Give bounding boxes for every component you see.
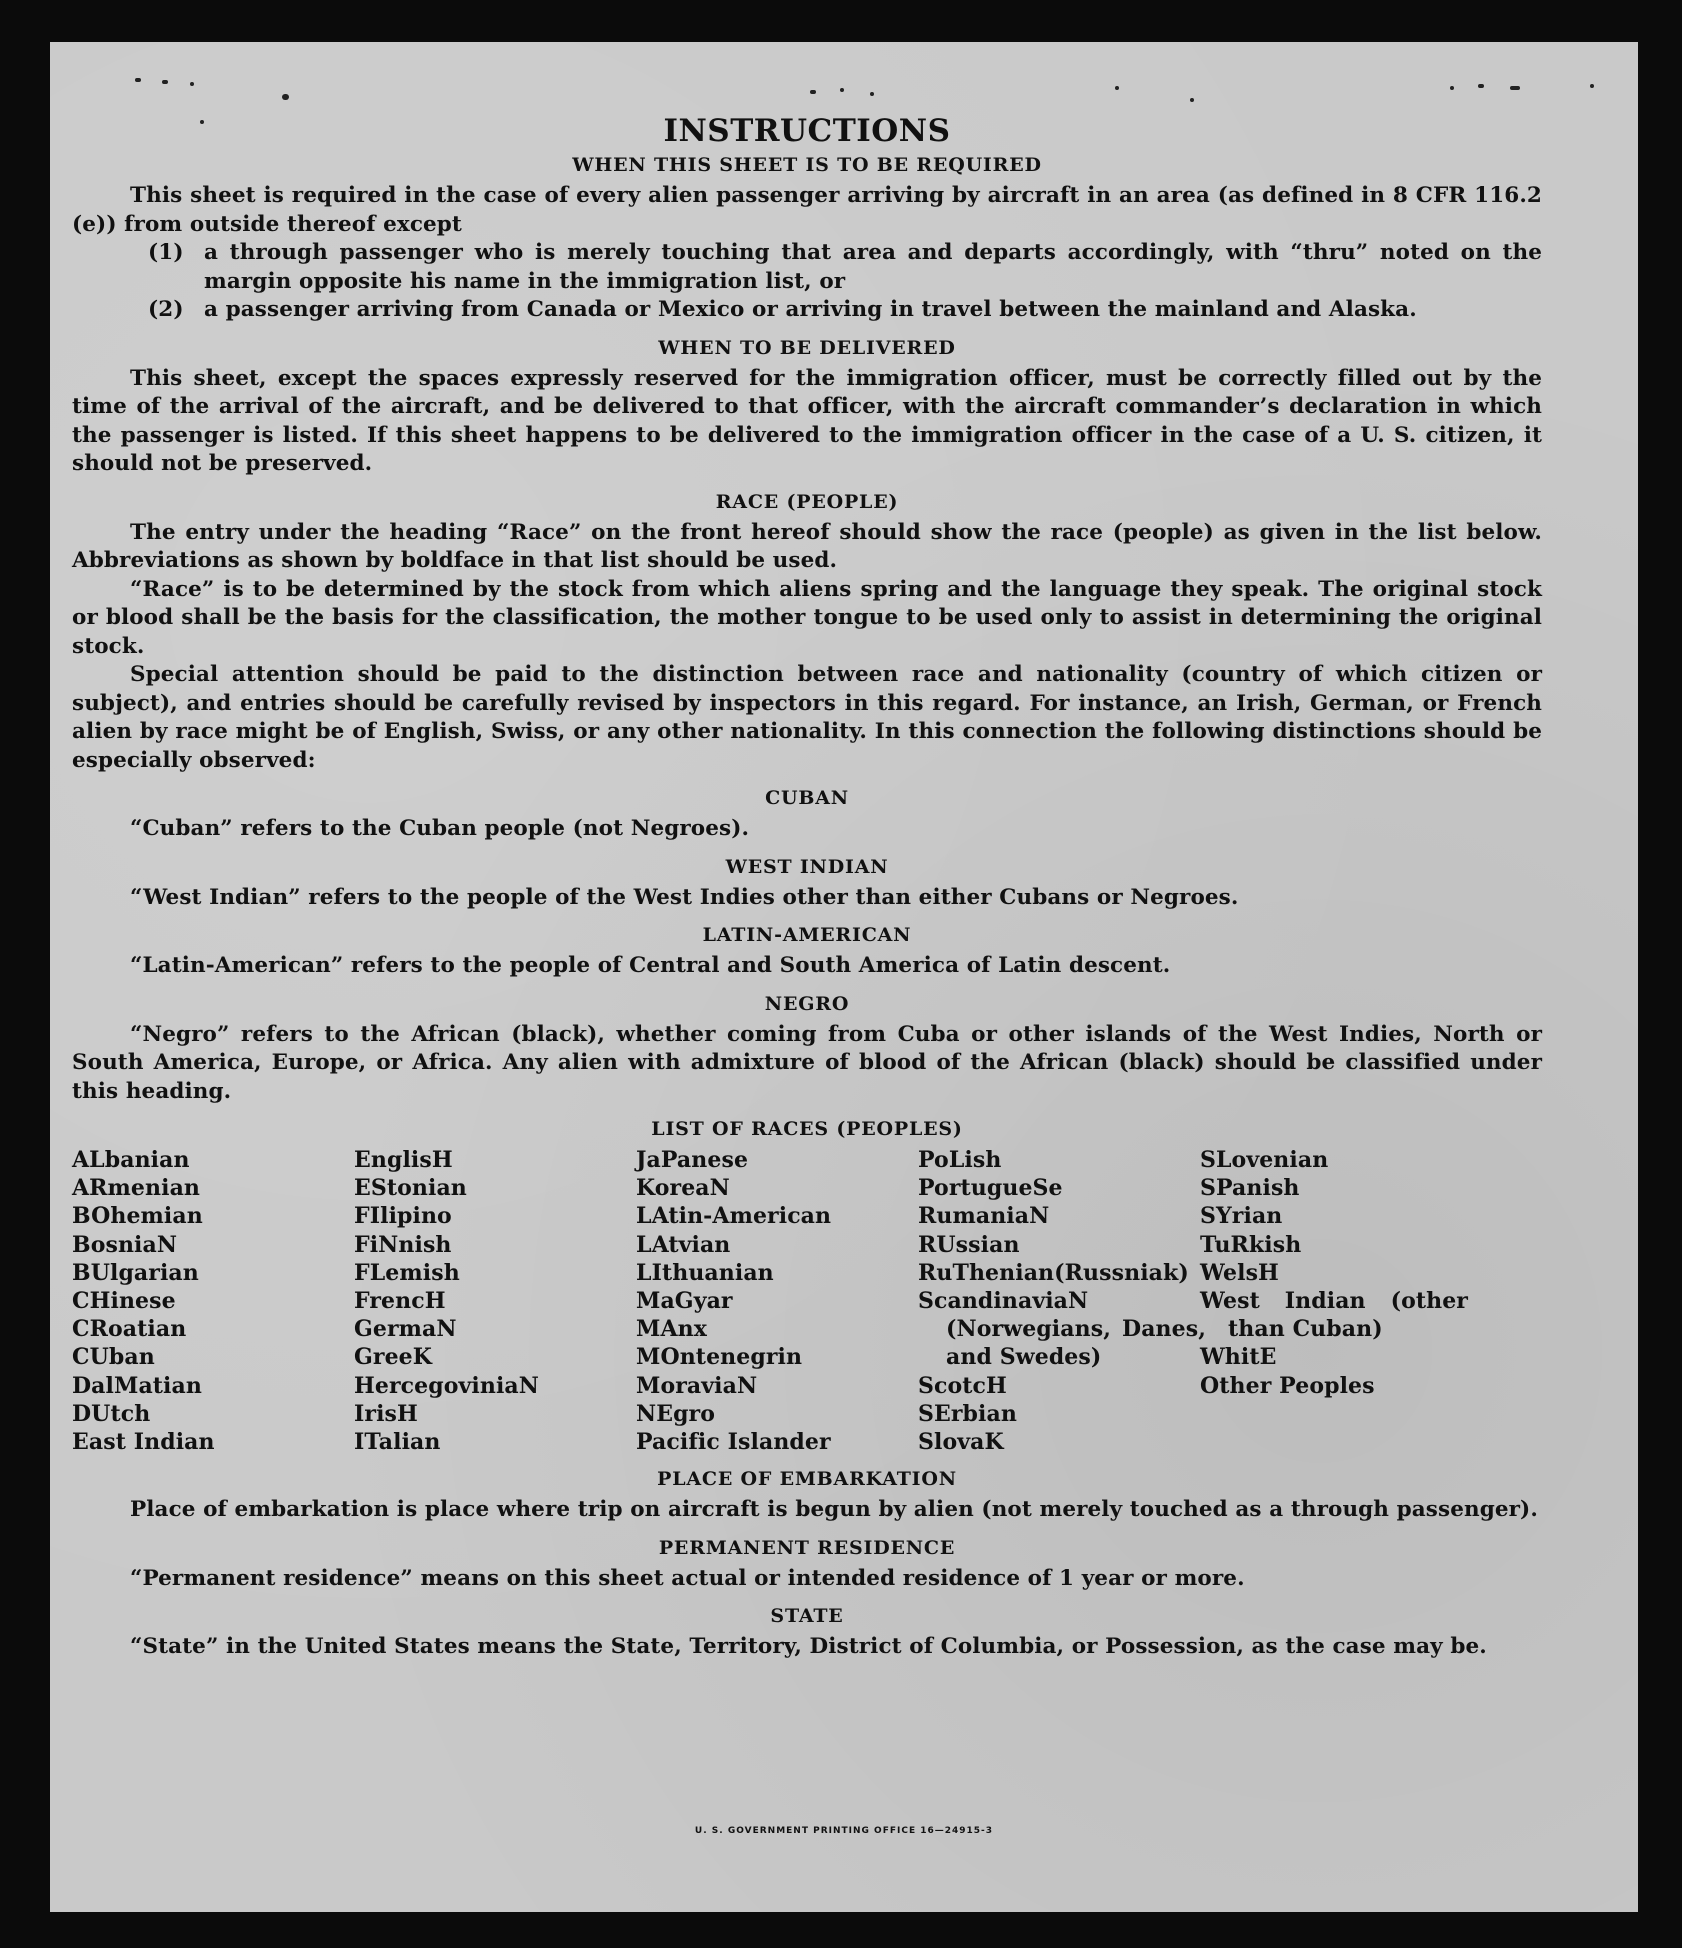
heading-west-indian: WEST INDIAN xyxy=(725,855,889,878)
heading-list-of-races: LIST OF RACES (PEOPLES) xyxy=(651,1118,963,1140)
race-item: GermaN xyxy=(354,1316,457,1343)
heading-when-delivered: WHEN TO BE DELIVERED xyxy=(658,336,956,359)
race-item: EnglisH xyxy=(354,1147,453,1173)
race-item: SLovenian xyxy=(1200,1147,1329,1173)
printer-imprint: U. S. GOVERNMENT PRINTING OFFICE 16—24915-3 xyxy=(694,1826,994,1836)
race-item: EStonian xyxy=(354,1175,467,1202)
race-item: SPanish xyxy=(1200,1175,1300,1202)
when-delivered-text: This sheet, except the spaces expressly reserved for the immigration officer, must be correctly filled out by the time of the arrival of the aircraft, and be delivered to that officer, with the aircraft commander’s declaration in which the passenger is listed. If this sheet happens to be delivered to the immigration officer in the case of a U. S. citizen, it should not be preserved. xyxy=(72,365,1542,476)
race-item: SErbian xyxy=(918,1400,1017,1427)
race-item: SYrian xyxy=(1200,1203,1283,1230)
race-item: LIthuanian xyxy=(636,1259,774,1286)
race-item: LAtvian xyxy=(636,1231,731,1258)
heading-latin-american: LATIN-AMERICAN xyxy=(702,924,912,946)
race-item: MOntenegrin xyxy=(636,1344,803,1371)
race-item: ALbanian xyxy=(72,1147,190,1173)
heading-permanent-residence: PERMANENT RESIDENCE xyxy=(658,1536,956,1559)
race-item: CUban xyxy=(72,1344,155,1371)
race-item: NEgro xyxy=(636,1400,716,1427)
race-item: ScotcH xyxy=(918,1372,1007,1399)
west-indian-text: “West Indian” refers to the people of the West Indies other than either Cubans or Negroes. xyxy=(130,884,1239,910)
race-item: TuRkish xyxy=(1200,1231,1302,1258)
race-item: SlovaK xyxy=(918,1429,1004,1456)
race-item: GreeK xyxy=(354,1344,432,1371)
race-item: BUlgarian xyxy=(72,1259,199,1286)
race-column-4 xyxy=(918,1146,1206,1456)
race-item: FiNnish xyxy=(354,1231,452,1258)
race-column-3 xyxy=(636,1146,918,1456)
race-item: RUssian xyxy=(918,1231,1020,1258)
race-list xyxy=(72,1146,1542,1456)
race-item: DUtch xyxy=(72,1400,151,1427)
exception-text-1: a through passenger who is merely touching that area and departs accordingly, with “thru” noted on the margin opposite his name in the immigration list, or xyxy=(204,240,1542,294)
race-item: FIlipino xyxy=(354,1203,452,1230)
race-item: KoreaN xyxy=(636,1175,730,1202)
race-item: MAnx xyxy=(636,1316,707,1343)
race-item: Pacific Islander xyxy=(636,1429,831,1456)
race-item: FLemish xyxy=(354,1259,460,1286)
race-item: LAtin-American xyxy=(636,1203,832,1230)
negro-text: “Negro” refers to the African (black), whether coming from Cuba or other islands of the West Indies, North or South America, Europe, or Africa. Any alien with admixture of blood of the African (black) should be classified under this heading. xyxy=(72,1021,1542,1104)
race-item: BosniaN xyxy=(72,1231,178,1258)
exception-number-2: (2) xyxy=(148,297,184,322)
heading-when-required: WHEN THIS SHEET IS TO BE REQUIRED xyxy=(572,154,1042,176)
race-item: PoLish xyxy=(918,1147,1002,1173)
race-item: CHinese xyxy=(72,1288,176,1315)
permanent-residence-text: “Permanent residence” means on this sheet actual or intended residence of 1 year or more. xyxy=(130,1565,1245,1591)
heading-cuban: CUBAN xyxy=(765,787,849,809)
when-required-intro: This sheet is required in the case of every alien passenger arriving by aircraft in an area (as defined in 8 CFR 116.2 (e)) from outside thereof except xyxy=(72,183,1542,237)
race-item: WhitE xyxy=(1200,1344,1277,1371)
race-paragraph-3: Special attention should be paid to the distinction between race and nationality (country of which citizen or subject), and entries should be carefully revised by inspectors in this regard. For instance, an Irish, German, or French alien by race might be of English, Swiss, or any other nationality. In this connection the following distinctions should be especially observed: xyxy=(72,662,1542,773)
race-item: JaPanese xyxy=(636,1147,749,1173)
race-item: Other Peoples xyxy=(1200,1372,1375,1399)
race-item: PortugueSe xyxy=(918,1175,1063,1202)
document-sheet xyxy=(50,42,1638,1912)
heading-embarkation: PLACE OF EMBARKATION xyxy=(657,1468,957,1491)
exception-number-1: (1) xyxy=(148,240,184,265)
race-column-2 xyxy=(354,1146,636,1456)
page-title: INSTRUCTIONS xyxy=(663,113,951,149)
heading-negro: NEGRO xyxy=(764,992,850,1015)
race-item-scandinavian: ScandinaviaN (Norwegians, Danes, and Swedes) xyxy=(918,1288,1206,1371)
state-text: “State” in the United States means the State, Territory, District of Columbia, or Possession, as the case may be. xyxy=(130,1634,1487,1660)
embarkation-text: Place of embarkation is place where trip on aircraft is begun by alien (not merely touched as a through passenger). xyxy=(130,1497,1538,1523)
race-paragraph-2: “Race” is to be determined by the stock from which aliens spring and the language they speak. The original stock or blood shall be the basis for the classification, the mother tongue to be used only to assist in determining the original stock. xyxy=(72,576,1542,659)
race-item: BOhemian xyxy=(72,1203,203,1230)
instructions-body xyxy=(72,112,1542,1662)
race-item: ARmenian xyxy=(72,1175,201,1202)
race-item: ITalian xyxy=(354,1429,441,1456)
exception-text-2: a passenger arriving from Canada or Mexico or arriving in travel between the mainland and Alaska. xyxy=(204,297,1417,322)
race-item: DalMatian xyxy=(72,1372,202,1399)
race-item: East Indian xyxy=(72,1429,215,1456)
exception-item-1 xyxy=(72,239,1542,296)
race-item: HercegoviniaN xyxy=(354,1372,539,1399)
race-item: IrisH xyxy=(354,1400,418,1427)
heading-state: STATE xyxy=(770,1605,844,1628)
race-paragraph-1: The entry under the heading “Race” on the front hereof should show the race (people) as given in the list below. Abbreviations as shown by boldface in that list should be used. xyxy=(72,519,1542,573)
race-column-5 xyxy=(1200,1146,1500,1456)
cuban-text: “Cuban” refers to the Cuban people (not Negroes). xyxy=(130,816,750,841)
exception-item-2 xyxy=(72,296,1542,325)
race-item: CRoatian xyxy=(72,1316,187,1343)
race-item: MoraviaN xyxy=(636,1372,758,1399)
race-item: MaGyar xyxy=(636,1288,733,1315)
latin-american-text: “Latin-American” refers to the people of Central and South America of Latin descent. xyxy=(130,953,1171,978)
race-column-1 xyxy=(72,1146,354,1456)
race-item-west-indian: West Indian (other than Cuban) xyxy=(1200,1288,1468,1343)
race-item: WelsH xyxy=(1200,1259,1279,1286)
race-item: FrencH xyxy=(354,1288,446,1315)
race-item: RuThenian(Russniak) xyxy=(918,1259,1189,1286)
heading-race: RACE (PEOPLE) xyxy=(715,490,899,513)
race-item: RumaniaN xyxy=(918,1203,1050,1230)
